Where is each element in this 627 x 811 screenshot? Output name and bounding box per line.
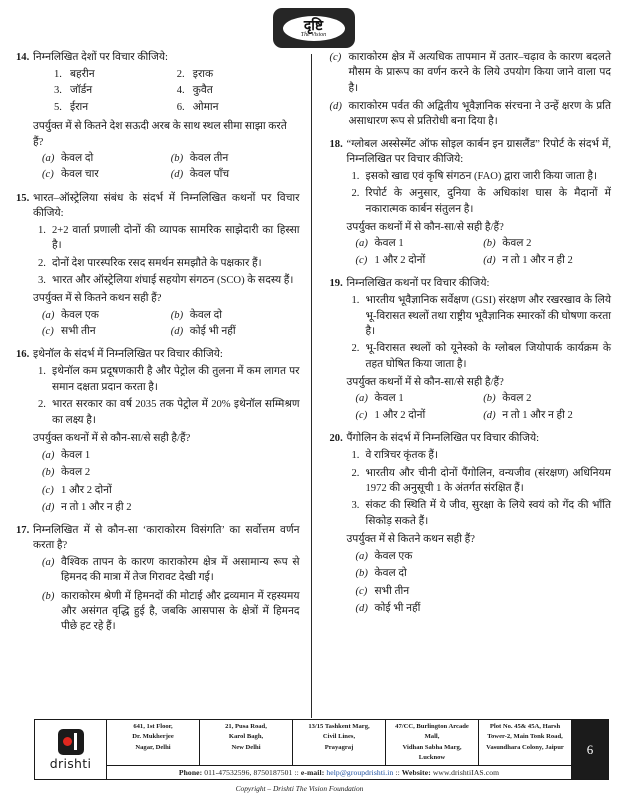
statement-text: भारत और ऑस्ट्रेलिया शंघाई सहयोग संगठन (SCO) के सदस्य हैं। (52, 274, 294, 286)
option-d[interactable] (171, 324, 300, 340)
option-label: (d) (329, 101, 342, 113)
statement-item (16, 397, 300, 428)
footer-contact-line (107, 766, 571, 779)
item-label: ओमान (192, 101, 219, 113)
statement-list (330, 293, 612, 372)
item-number: 1. (54, 69, 62, 81)
option-c[interactable] (42, 167, 171, 183)
option-row (356, 236, 612, 252)
option-text: केवल एक (61, 309, 99, 321)
option-label: (b) (483, 393, 496, 405)
answer-options (330, 391, 612, 424)
question-prompt: उपर्युक्त में से कितने देश सऊदी अरब के साथ स्थल सीमा साझा करते हैं? (33, 121, 287, 148)
statement-number: 1. (351, 170, 360, 182)
option-row (42, 151, 300, 167)
statement-text: इथेनॉल कम प्रदूषणकारी है और पेट्रोल की तुलना में कम लागत पर समान दक्षता प्रदान करता है। (52, 366, 300, 393)
country-row (54, 100, 300, 116)
question-14 (16, 50, 300, 184)
statement-item (16, 223, 300, 254)
item-label: बहरीन (70, 69, 95, 81)
option-label: (c) (355, 254, 368, 266)
option-label: (b) (42, 590, 55, 602)
option-label: (a) (42, 556, 55, 568)
option-label: (c) (42, 169, 54, 181)
phone-label: Phone: (178, 768, 203, 777)
statement-item (330, 498, 612, 529)
question-prompt: उपर्युक्त कथनों में से कौन-सा/से सही है/हैं? (33, 432, 191, 444)
statement-text: संकट की स्थिति में ये जीव, सुरक्षा के लिये स्वयं को गेंद की भाँति सिकोड़ सकते हैं। (365, 500, 611, 527)
country-row (54, 67, 300, 83)
address-delhi-mukherjee-nagar: 641, 1st Floor, Dr. Mukherjee Nagar, Delhi (107, 720, 200, 765)
option-b[interactable] (42, 589, 300, 635)
address-jaipur: Plot No. 45& 45A, Harsh Tower-2, Main Tonk Road, Vasundhara Colony, Jaipur (486, 723, 564, 751)
option-d[interactable] (171, 167, 300, 183)
option-text: केवल 2 (502, 393, 532, 405)
option-label: (d) (483, 254, 496, 266)
question-stem: निम्नलिखित कथनों पर विचार कीजिये: (346, 278, 490, 290)
option-text: केवल दो (61, 152, 94, 164)
option-label: (d) (170, 169, 184, 181)
option-label: (c) (329, 52, 342, 63)
item-label: ईरान (70, 101, 89, 113)
option-label: (c) (355, 585, 368, 597)
option-text: कोई भी नहीं (374, 602, 421, 614)
statement-text: भू-विरासत स्थलों को यूनेस्को के ग्लोबल जियोपार्क कार्यक्रम के तहत घोषित किया जाता है। (365, 343, 611, 370)
option-text: काराकोरम पर्वत की अद्वितीय भूवैज्ञानिक संरचना ने उन्हें क्षरण के प्रति असाधारण रूप से प्रतिरोधी बना दिया है। (348, 101, 611, 128)
statement-text: भारत सरकार का वर्ष 2035 तक पेट्रोल में 20% इथेनॉल सम्मिश्रण का लक्ष्य है। (52, 399, 300, 426)
option-label: (b) (170, 309, 184, 321)
statement-text: 2+2 वार्ता प्रणाली दोनों की व्यापक सामरिक साझेदारी का हिस्सा है। (52, 224, 300, 252)
left-column (16, 50, 314, 722)
statement-text: इसको खाद्य एवं कृषि संगठन (FAO) द्वारा जारी किया जाता है। (365, 170, 598, 182)
option-text: सभी तीन (374, 585, 410, 597)
option-text: 1 और 2 दोनों (374, 254, 426, 266)
option-text: केवल 1 (61, 450, 91, 462)
option-label: (d) (42, 501, 55, 513)
question-prompt: उपर्युक्त में से कितने कथन सही हैं? (33, 293, 162, 305)
statement-list (16, 364, 300, 427)
option-b[interactable] (483, 391, 611, 407)
answer-options (16, 555, 300, 635)
option-b[interactable] (483, 236, 611, 252)
option-a[interactable] (42, 555, 300, 586)
option-text: केवल 2 (502, 238, 532, 250)
address-delhi-karol-bagh: 21, Pusa Road, Karol Bagh, New Delhi (200, 720, 293, 765)
column-divider (311, 54, 312, 718)
website-label: Website: (401, 768, 431, 777)
drishti-logo (273, 8, 355, 48)
option-label: (a) (42, 309, 55, 321)
page-header (0, 0, 627, 50)
option-text: न तो 1 और न ही 2 (502, 409, 573, 421)
option-d[interactable] (483, 253, 611, 269)
address-row (107, 720, 571, 766)
option-text: सभी तीन (61, 326, 96, 338)
option-d[interactable] (42, 499, 300, 516)
country-row (54, 83, 300, 99)
option-row (356, 391, 612, 407)
option-text: केवल एक (374, 551, 413, 563)
option-b[interactable] (356, 565, 612, 582)
statement-number: 2. (351, 343, 360, 355)
option-label: (d) (355, 602, 368, 614)
statement-number: 2. (351, 467, 360, 479)
answer-options (330, 50, 612, 130)
option-c[interactable] (42, 324, 171, 340)
option-text: न तो 1 और न ही 2 (502, 254, 573, 266)
page-number-badge: 6 (571, 720, 608, 779)
option-label: (a) (42, 152, 55, 164)
option-text: केवल चार (61, 169, 99, 181)
option-label: (d) (483, 409, 496, 421)
item-number: 3. (54, 85, 62, 97)
option-row (42, 324, 300, 340)
statement-item (330, 466, 612, 497)
footer-brand-name: drishti (49, 756, 92, 772)
option-label: (d) (170, 326, 184, 338)
logo-hindi-text: दृष्टि (303, 18, 324, 34)
copyright-notice: Copyright – Drishti The Vision Foundation (235, 784, 364, 793)
answer-options (330, 548, 612, 617)
logo-stem (74, 733, 77, 750)
logo-oval (283, 16, 345, 41)
question-17-continued (330, 50, 612, 130)
statement-number: 1. (38, 366, 46, 378)
question-number: 16. (16, 349, 30, 361)
item-number: 6. (176, 101, 185, 113)
option-text: केवल 1 (374, 238, 404, 250)
statement-number: 2. (351, 188, 360, 200)
statement-text: भारतीय भूवैज्ञानिक सर्वेक्षण (GSI) संरक्षण और रखरखाव के लिये भू-विरासत स्थलों तथा राष्ट्रीय भूवैज्ञानिक स्मारकों की घोषणा करता है। (365, 295, 611, 337)
question-number: 19. (329, 278, 343, 290)
option-text: केवल पाँच (189, 169, 230, 181)
question-number: 18. (329, 138, 343, 150)
statement-item (330, 169, 612, 184)
option-row (42, 167, 300, 183)
footer-top-row (35, 720, 608, 779)
question-prompt: उपर्युक्त कथनों में से कौन-सा/से सही है/हैं? (346, 376, 504, 388)
statement-text: दोनों देश पारस्परिक रसद समर्थन समझौते के पक्षकार हैं। (52, 257, 262, 269)
footer-table (34, 719, 609, 780)
right-column (314, 50, 612, 722)
logo-dot (63, 737, 72, 746)
question-prompt: उपर्युक्त में से कितने कथन सही हैं? (346, 533, 476, 545)
question-number: 15. (16, 192, 30, 204)
statement-item (16, 256, 300, 271)
item-label: जॉर्डन (70, 85, 93, 97)
footer-addresses (107, 720, 571, 779)
option-a[interactable] (356, 236, 484, 252)
item-number: 2. (176, 69, 185, 81)
option-text: केवल 1 (374, 393, 404, 405)
option-b[interactable] (171, 308, 300, 324)
question-16 (16, 347, 300, 515)
option-d[interactable] (330, 99, 612, 130)
item-number: 5. (54, 101, 62, 113)
option-c[interactable] (42, 482, 300, 499)
statement-item (330, 341, 612, 372)
option-c[interactable] (356, 583, 612, 600)
separator: :: (395, 768, 400, 777)
question-number: 20. (329, 433, 343, 445)
question-20 (330, 431, 612, 617)
statement-item (16, 273, 300, 288)
statement-text: वे रात्रिचर कृंतक हैं। (365, 450, 439, 462)
statement-item (16, 364, 300, 395)
option-c[interactable] (330, 50, 612, 96)
option-text: 1 और 2 दोनों (61, 484, 112, 496)
question-15 (16, 191, 300, 341)
option-text: 1 और 2 दोनों (374, 409, 426, 421)
option-row (356, 253, 612, 269)
option-label: (b) (170, 152, 184, 164)
option-text: केवल तीन (189, 152, 229, 164)
option-d[interactable] (356, 600, 612, 617)
option-text: वैश्विक तापन के कारण काराकोरम क्षेत्र में असामान्य रूप से हिमनद की मात्रा में तेज गिरावट देखी गई। (61, 556, 300, 584)
separator: :: (294, 768, 299, 777)
address-lucknow: 47/CC, Burlington Arcade Mall, Vidhan Sabha Marg, Lucknow (386, 720, 479, 765)
option-c[interactable] (356, 253, 484, 269)
option-label: (a) (42, 450, 55, 462)
option-label: (b) (483, 238, 496, 250)
option-label: (a) (355, 238, 368, 250)
option-text: केवल 2 (61, 467, 91, 479)
statement-item (330, 293, 612, 339)
option-c[interactable] (356, 408, 484, 424)
country-list (16, 67, 300, 116)
question-prompt: उपर्युक्त कथनों में से कौन-सा/से सही है/हैं? (346, 221, 504, 233)
option-row (356, 408, 612, 424)
address-prayagraj: 13/15 Tashkent Marg, Civil Lines, Prayagraj (293, 720, 386, 765)
question-stem: इथेनॉल के संदर्भ में निम्नलिखित पर विचार कीजिये: (33, 349, 223, 361)
statement-list (16, 223, 300, 288)
statement-list (330, 169, 612, 217)
statement-item (330, 448, 612, 463)
statement-item (330, 186, 612, 217)
question-columns (0, 50, 627, 722)
statement-number: 1. (351, 295, 360, 307)
option-d[interactable] (483, 408, 611, 424)
option-text: न तो 1 और न ही 2 (61, 501, 132, 513)
option-label: (c) (42, 484, 54, 496)
option-text: कोई भी नहीं (189, 326, 236, 338)
question-stem: पैंगोलिन के संदर्भ में निम्नलिखित पर विचार कीजिये: (346, 433, 540, 445)
item-label: कुवैत (192, 85, 213, 97)
option-text: काराकोरम श्रेणी में हिमनदों की मोटाई और द्रव्यमान में रहस्यमय और असंगत वृद्धि हुई है, जबकि आसपास के क्षेत्रों में हिमनद पीछे हट रहे हैं। (61, 590, 300, 633)
statement-number: 1. (38, 224, 46, 236)
footer-logo (35, 720, 107, 779)
answer-options (16, 151, 300, 184)
option-a[interactable] (356, 548, 612, 565)
email-label: e-mail: (300, 768, 325, 777)
option-label: (c) (355, 409, 368, 421)
item-label: इराक (192, 69, 214, 81)
page-footer (34, 719, 609, 793)
option-a[interactable] (42, 447, 300, 464)
statement-number: 3. (38, 274, 46, 286)
logo-tagline: The Vision (300, 32, 327, 38)
option-label: (b) (355, 568, 368, 580)
statement-text: भारतीय और चीनी दोनों पैंगोलिन, वन्यजीव (संरक्षण) अधिनियम 1972 की अनुसूची 1 के अंतर्गत संरक्षित हैं। (365, 467, 611, 494)
option-text: केवल दो (374, 568, 407, 580)
statement-number: 2. (38, 399, 46, 411)
statement-number: 1. (351, 450, 360, 462)
statement-number: 3. (351, 500, 360, 512)
statement-number: 2. (38, 257, 46, 269)
option-a[interactable] (42, 308, 171, 324)
statement-list (330, 448, 612, 529)
option-row (42, 308, 300, 324)
question-stem: निम्नलिखित देशों पर विचार कीजिये: (33, 52, 168, 63)
answer-options (16, 447, 300, 516)
website-url[interactable]: www.drishtiIAS.com (432, 768, 500, 777)
question-18 (330, 137, 612, 269)
question-stem: “ग्लोबल अस्सेस्मेंट ऑफ सोइल कार्बन इन ग्रासलैंड” रिपोर्ट के संदर्भ में, निम्नलिखित पर विचार कीजिये: (346, 138, 611, 165)
option-label: (b) (42, 467, 55, 479)
option-label: (a) (355, 551, 368, 563)
question-stem: भारत–ऑस्ट्रेलिया संबंध के संदर्भ में निम्नलिखित कथनों पर विचार कीजिये: (33, 192, 300, 219)
option-label: (c) (42, 326, 54, 338)
option-b[interactable] (42, 464, 300, 481)
option-a[interactable] (356, 391, 484, 407)
drishti-d-icon (58, 729, 84, 755)
answer-options (330, 236, 612, 269)
statement-text: रिपोर्ट के अनुसार, दुनिया के अधिकांश घास के मैदानों में नकारात्मक कार्बन संतुलन है। (365, 188, 611, 215)
option-label: (a) (355, 393, 368, 405)
phone-number: 011-47532596, 8750187501 (204, 768, 293, 777)
answer-options (16, 308, 300, 341)
option-b[interactable] (171, 151, 300, 167)
question-number: 17. (16, 524, 30, 536)
question-stem: निम्नलिखित में से कौन-सा ‘काराकोरम विसंगति’ का सर्वोत्तम वर्णन करता है? (33, 524, 300, 551)
option-text: केवल दो (189, 309, 222, 321)
option-text: काराकोरम क्षेत्र में अत्यधिक तापमान में उतार–चढ़ाव के कारण बदलते मौसम के प्रारूप का वर्णन करने के लिये उपयोग किया जाने वाला पद है। (348, 52, 611, 94)
question-19 (330, 276, 612, 424)
email-address[interactable]: help@groupdrishti.in (326, 768, 394, 777)
question-17 (16, 523, 300, 635)
item-number: 4. (176, 85, 185, 97)
option-a[interactable] (42, 151, 171, 167)
question-number: 14. (16, 52, 30, 63)
